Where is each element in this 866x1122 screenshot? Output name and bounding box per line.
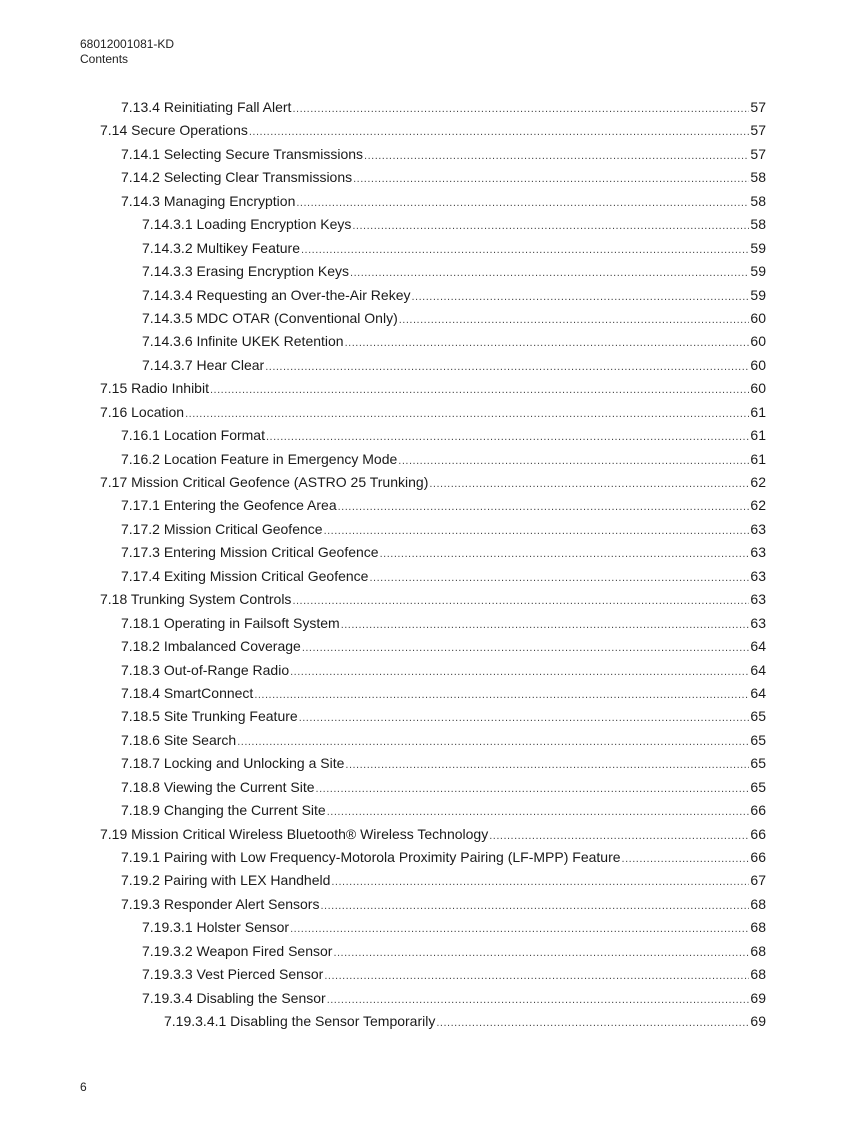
toc-entry[interactable]	[100, 799, 766, 822]
toc-entry-title	[121, 166, 352, 189]
toc-entry-number: 7.14.1	[121, 145, 160, 162]
toc-entry-page: 63	[750, 591, 766, 608]
toc-entry-text: Mission Critical Geofence	[163, 520, 323, 537]
toc-entry-number: 7.14.3.7	[142, 356, 193, 373]
toc-entry-title	[100, 588, 291, 611]
toc-entry[interactable]	[100, 565, 766, 588]
toc-entry-page: 61	[750, 403, 766, 420]
toc-entry[interactable]	[100, 190, 766, 213]
toc-entry-text: Selecting Secure Transmissions	[163, 145, 364, 162]
toc-entry-text: Entering Mission Critical Geofence	[163, 544, 379, 561]
toc-entry-title	[121, 565, 368, 588]
toc-entry-title	[164, 1010, 435, 1033]
dot-leader	[338, 496, 750, 519]
toc-entry-text: Changing the Current Site	[163, 802, 326, 819]
toc-entry-title	[121, 776, 315, 799]
dot-leader	[302, 637, 750, 660]
toc-entry[interactable]	[100, 705, 766, 728]
toc-entry[interactable]	[100, 823, 766, 846]
toc-entry-page: 66	[750, 825, 766, 842]
dot-leader	[622, 848, 750, 871]
toc-entry-number: 7.19	[100, 825, 128, 842]
dot-leader	[301, 239, 749, 262]
toc-entry-title	[121, 729, 236, 752]
toc-entry[interactable]	[100, 260, 766, 283]
section-name: Contents	[80, 52, 129, 66]
dot-leader	[331, 871, 749, 894]
toc-entry-title	[142, 963, 323, 986]
toc-entry-number: 7.18.1	[121, 614, 160, 631]
toc-entry-title	[121, 869, 330, 892]
toc-entry[interactable]	[100, 494, 766, 517]
toc-entry-page: 69	[750, 1013, 766, 1030]
dot-leader	[185, 403, 749, 426]
toc-entry-number: 7.18.8	[121, 778, 160, 795]
toc-entry-title	[121, 799, 326, 822]
toc-entry-text: SmartConnect	[163, 684, 254, 701]
toc-entry-number: 7.18	[100, 591, 128, 608]
toc-entry-page: 66	[750, 849, 766, 865]
toc-entry[interactable]	[100, 612, 766, 635]
toc-entry-number: 7.17	[100, 474, 128, 490]
toc-entry[interactable]	[100, 377, 766, 400]
toc-entry-number: 7.14.3.5	[142, 309, 193, 326]
toc-entry-page: 60	[750, 356, 766, 373]
dot-leader	[299, 707, 750, 730]
toc-entry-title	[121, 752, 344, 775]
toc-entry-title	[100, 823, 488, 846]
toc-entry-page: 62	[750, 474, 766, 490]
toc-entry-text: Out-of-Range Radio	[163, 661, 290, 678]
toc-entry[interactable]	[100, 940, 766, 963]
toc-entry[interactable]	[100, 401, 766, 424]
toc-entry-text: Infinite UKEK Retention	[196, 333, 344, 350]
dot-leader	[327, 801, 750, 824]
toc-entry[interactable]	[100, 213, 766, 236]
toc-entry[interactable]	[100, 471, 766, 494]
toc-entry[interactable]	[100, 588, 766, 611]
toc-entry-title	[142, 307, 398, 330]
toc-entry[interactable]	[100, 869, 766, 892]
dot-leader	[333, 942, 749, 965]
toc-entry-text: Location	[131, 403, 185, 420]
toc-entry-title	[142, 260, 349, 283]
toc-entry-page: 63	[750, 614, 766, 631]
toc-entry-text: Loading Encryption Keys	[196, 216, 352, 233]
toc-entry[interactable]	[100, 963, 766, 986]
page-header	[80, 37, 174, 67]
toc-entry-page: 61	[750, 427, 766, 444]
toc-entry-title	[121, 518, 323, 541]
toc-entry[interactable]	[100, 893, 766, 916]
toc-entry-text: Weapon Fired Sensor	[196, 942, 333, 959]
toc-entry-text: Location Feature in Emergency Mode	[163, 450, 398, 467]
dot-leader	[436, 1012, 749, 1035]
toc-entry-page: 65	[750, 755, 766, 772]
dot-leader	[292, 590, 749, 613]
toc-entry-text: Erasing Encryption Keys	[196, 263, 350, 280]
toc-entry-page: 64	[750, 638, 766, 655]
toc-entry-title	[142, 284, 411, 307]
toc-entry[interactable]	[100, 284, 766, 307]
toc-entry-page: 59	[750, 263, 766, 280]
toc-entry-text: Multikey Feature	[196, 239, 300, 256]
dot-leader	[290, 661, 749, 684]
toc-entry-number: 7.15	[100, 380, 128, 397]
toc-entry-number: 7.14	[100, 122, 128, 139]
toc-entry-page: 59	[750, 286, 766, 303]
dot-leader	[345, 754, 749, 777]
toc-entry-title	[100, 471, 428, 494]
toc-entry-page: 58	[750, 192, 766, 209]
toc-entry-number: 7.14.3	[121, 192, 160, 209]
toc-entry-number: 7.18.9	[121, 802, 160, 819]
toc-entry-number: 7.16	[100, 403, 128, 420]
toc-entry-title	[142, 330, 344, 353]
toc-entry-number: 7.19.2	[121, 872, 160, 889]
toc-entry-title	[100, 119, 248, 142]
toc-entry-number: 7.18.4	[121, 684, 160, 701]
toc-entry-number: 7.19.1	[121, 849, 160, 865]
toc-entry-title	[142, 237, 300, 260]
toc-entry[interactable]	[100, 1010, 766, 1033]
toc-entry-title	[142, 916, 289, 939]
toc-entry-text: Holster Sensor	[196, 919, 290, 936]
dot-leader	[341, 614, 750, 637]
toc-entry-page: 65	[750, 778, 766, 795]
toc-entry-number: 7.13.4	[121, 99, 160, 115]
toc-entry-text: Site Search	[163, 731, 237, 748]
dot-leader	[399, 309, 750, 332]
toc-entry[interactable]	[100, 752, 766, 775]
toc-entry-number: 7.14.3.6	[142, 333, 193, 350]
dot-leader	[352, 215, 749, 238]
toc-entry-number: 7.19.3.4	[142, 989, 193, 1006]
toc-entry-text: MDC OTAR (Conventional Only)	[196, 309, 398, 326]
dot-leader	[290, 918, 749, 941]
toc-entry-text: Pairing with LEX Handheld	[163, 872, 331, 889]
toc-entry[interactable]	[100, 448, 766, 471]
toc-entry-number: 7.19.3.1	[142, 919, 193, 936]
toc-entry-number: 7.19.3.3	[142, 966, 193, 983]
toc-entry-text: Exiting Mission Critical Geofence	[163, 567, 369, 584]
toc-entry-text: Mission Critical Wireless Bluetooth® Wireless Technology	[131, 825, 489, 842]
toc-entry-title	[142, 354, 264, 377]
toc-entry-page: 63	[750, 567, 766, 584]
toc-entry-page: 64	[750, 684, 766, 701]
toc-entry[interactable]	[100, 237, 766, 260]
toc-entry-text: Entering the Geofence Area	[163, 497, 337, 514]
toc-entry-number: 7.19.3	[121, 895, 160, 912]
toc-entry-title	[121, 846, 621, 869]
toc-entry-page: 68	[750, 919, 766, 936]
toc-entry-text: Location Format	[163, 427, 265, 444]
toc-entry-page: 60	[750, 380, 766, 397]
toc-entry-page: 69	[750, 989, 766, 1006]
toc-entry-page: 65	[750, 708, 766, 725]
toc-entry[interactable]	[100, 776, 766, 799]
toc-entry-page: 60	[750, 309, 766, 326]
toc-entry-page: 59	[750, 239, 766, 256]
dot-leader	[380, 543, 750, 566]
dot-leader	[210, 379, 749, 402]
toc-entry-title	[121, 494, 337, 517]
toc-entry-title	[100, 377, 209, 400]
toc-entry-text: Vest Pierced Sensor	[196, 966, 324, 983]
dot-leader	[429, 473, 749, 496]
dot-leader	[369, 567, 749, 590]
toc-entry-page: 65	[750, 731, 766, 748]
toc-entry-number: 7.14.3.2	[142, 239, 193, 256]
dot-leader	[249, 121, 750, 144]
toc-entry-text: Disabling the Sensor Temporarily	[230, 1013, 436, 1030]
toc-entry[interactable]	[100, 518, 766, 541]
toc-entry-title	[121, 96, 291, 119]
dot-leader	[320, 895, 749, 918]
toc-entry-text: Viewing the Current Site	[163, 778, 315, 795]
toc-entry-number: 7.19.3.2	[142, 942, 193, 959]
page-number: 6	[80, 1080, 87, 1094]
toc-entry[interactable]	[100, 846, 766, 869]
dot-leader	[345, 332, 750, 355]
toc-entry[interactable]	[100, 729, 766, 752]
dot-leader	[316, 778, 750, 801]
toc-entry-number: 7.17.4	[121, 567, 160, 584]
toc-entry[interactable]	[100, 987, 766, 1010]
toc-entry-text: Mission Critical Geofence (ASTRO 25 Trunking)	[131, 474, 429, 490]
toc-entry-text: Managing Encryption	[163, 192, 296, 209]
toc-entry[interactable]	[100, 635, 766, 658]
dot-leader	[350, 262, 749, 285]
dot-leader	[324, 965, 749, 988]
toc-entry-text: Radio Inhibit	[131, 380, 209, 397]
toc-entry-page: 57	[750, 145, 766, 162]
toc-entry[interactable]	[100, 96, 766, 119]
toc-entry-text: Requesting an Over-the-Air Rekey	[196, 286, 411, 303]
toc-entry[interactable]	[100, 541, 766, 564]
toc-entry-page: 63	[750, 544, 766, 561]
toc-entry-title	[121, 541, 379, 564]
toc-entry-number: 7.14.2	[121, 169, 160, 186]
toc-entry-number: 7.17.3	[121, 544, 160, 561]
dot-leader	[254, 684, 749, 707]
toc-entry[interactable]	[100, 166, 766, 189]
toc-entry-title	[142, 987, 326, 1010]
toc-entry-text: Site Trunking Feature	[163, 708, 298, 725]
toc-entry[interactable]	[100, 330, 766, 353]
toc-entry[interactable]	[100, 916, 766, 939]
toc-entry-text: Hear Clear	[196, 356, 265, 373]
toc-entry-title	[142, 940, 332, 963]
dot-leader	[292, 98, 749, 121]
dot-leader	[353, 168, 749, 191]
dot-leader	[265, 356, 749, 379]
toc-entry-title	[142, 213, 351, 236]
document-id: 68012001081-KD	[80, 37, 175, 51]
toc-entry-text: Imbalanced Coverage	[163, 638, 301, 655]
toc-entry-text: Secure Operations	[131, 122, 248, 139]
toc-entry-page: 61	[750, 450, 766, 467]
toc-entry-title	[121, 659, 289, 682]
toc-entry-title	[121, 705, 298, 728]
toc-entry-number: 7.18.5	[121, 708, 160, 725]
dot-leader	[266, 426, 749, 449]
toc-entry-number: 7.14.3.4	[142, 286, 193, 303]
toc-entry-page: 62	[750, 497, 766, 514]
toc-entry-text: Responder Alert Sensors	[163, 895, 320, 912]
toc-entry[interactable]	[100, 354, 766, 377]
toc-entry-title	[121, 682, 253, 705]
toc-entry[interactable]	[100, 143, 766, 166]
toc-entry-text: Selecting Clear Transmissions	[163, 169, 353, 186]
toc-entry-text: Disabling the Sensor	[196, 989, 326, 1006]
dot-leader	[364, 145, 749, 168]
toc-entry-title	[121, 612, 340, 635]
toc-entry-page: 68	[750, 966, 766, 983]
toc-entry-number: 7.17.1	[121, 497, 160, 514]
toc-entry-title	[121, 893, 319, 916]
toc-entry-number: 7.14.3.3	[142, 263, 193, 280]
toc-entry-text: Operating in Failsoft System	[163, 614, 340, 631]
toc-entry-number: 7.17.2	[121, 520, 160, 537]
toc-entry-title	[100, 401, 184, 424]
toc-entry-page: 58	[750, 216, 766, 233]
toc-entry-number: 7.16.2	[121, 450, 160, 467]
toc-entry-page: 57	[750, 99, 766, 115]
toc-entry[interactable]	[100, 424, 766, 447]
dot-leader	[398, 450, 749, 473]
toc-entry-page: 67	[750, 872, 766, 889]
toc-entry-page: 63	[750, 520, 766, 537]
dot-leader	[324, 520, 750, 543]
toc-entry-title	[121, 424, 265, 447]
toc-entry-text: Pairing with Low Frequency-Motorola Proximity Pairing (LF-MPP) Feature	[163, 849, 621, 865]
toc-entry-page: 66	[750, 802, 766, 819]
toc-entry-number: 7.18.3	[121, 661, 160, 678]
toc-entry-text: Trunking System Controls	[130, 591, 292, 608]
toc-entry[interactable]	[100, 682, 766, 705]
toc-entry-title	[121, 448, 397, 471]
toc-entry[interactable]	[100, 307, 766, 330]
toc-entry-title	[121, 190, 295, 213]
toc-entry-text: Locking and Unlocking a Site	[163, 755, 345, 772]
toc-entry-page: 57	[750, 122, 766, 139]
toc-entry-number: 7.14.3.1	[142, 216, 193, 233]
toc-entry-page: 58	[750, 169, 766, 186]
toc-entry-page: 68	[750, 895, 766, 912]
dot-leader	[237, 731, 749, 754]
toc-entry[interactable]	[100, 119, 766, 142]
toc-entry-page: 68	[750, 942, 766, 959]
toc-entry[interactable]	[100, 659, 766, 682]
toc-entry-number: 7.18.7	[121, 755, 160, 772]
toc-entry-page: 60	[750, 333, 766, 350]
toc-entry-title	[121, 143, 363, 166]
toc-entry-title	[121, 635, 301, 658]
table-of-contents	[100, 96, 766, 1034]
dot-leader	[327, 989, 750, 1012]
dot-leader	[296, 192, 749, 215]
dot-leader	[489, 825, 749, 848]
toc-entry-number: 7.18.2	[121, 638, 160, 655]
toc-entry-number: 7.18.6	[121, 731, 160, 748]
toc-entry-page: 64	[750, 661, 766, 678]
toc-entry-number: 7.16.1	[121, 427, 160, 444]
toc-entry-text: Reinitiating Fall Alert	[163, 99, 292, 115]
toc-entry-number: 7.19.3.4.1	[164, 1013, 227, 1030]
dot-leader	[412, 286, 750, 309]
